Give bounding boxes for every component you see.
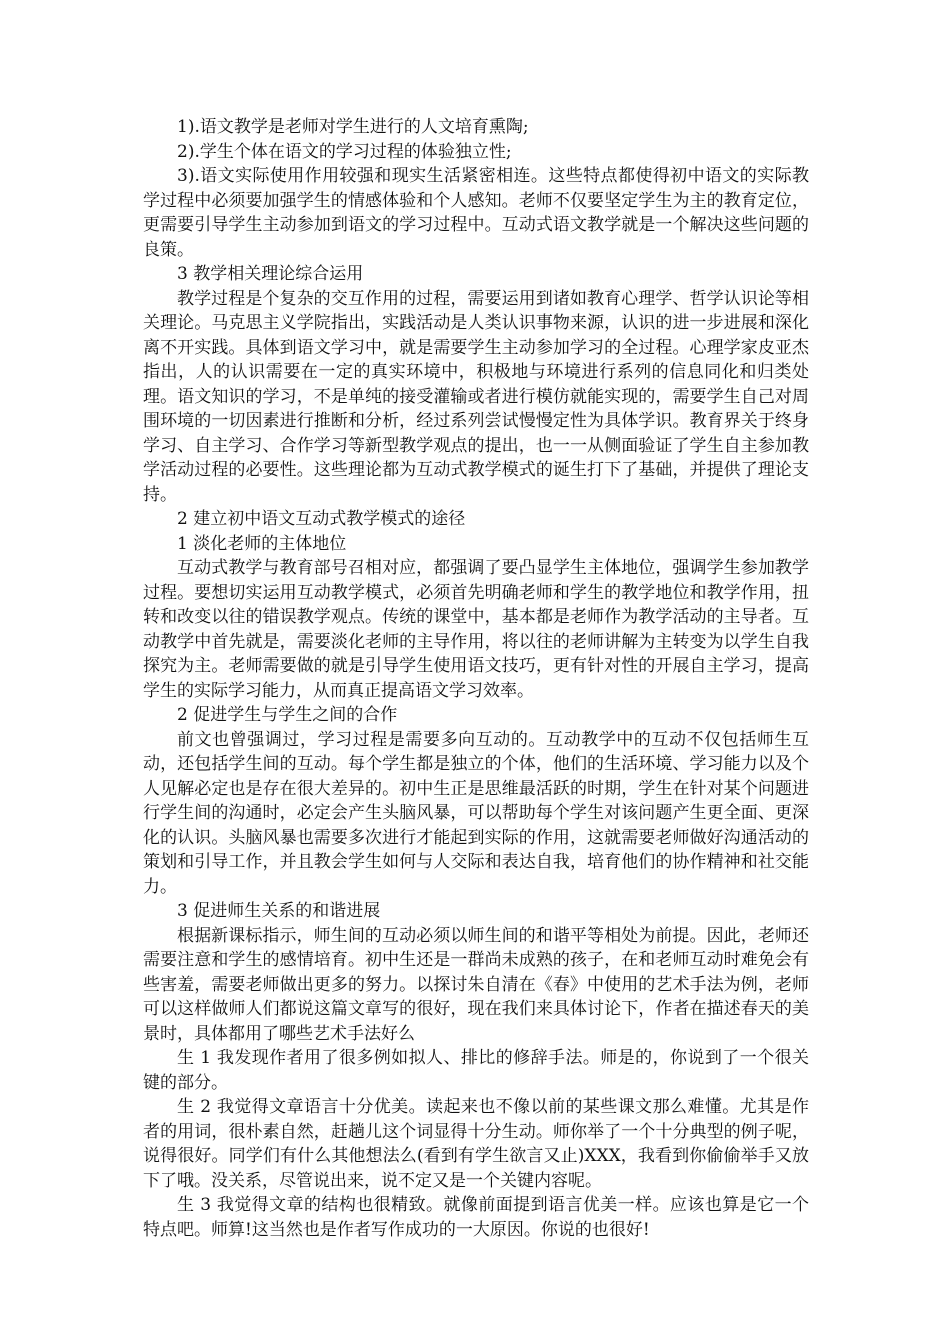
list-item-2: 2).学生个体在语文的学习过程的体验独立性; [177,141,512,162]
paragraph-theory: 教学过程是个复杂的交互作用的过程，需要运用到诸如教育心理学、哲学认识论等相关理论。马克思主义学院指出，实践活动是人类认识事物来源，认识的进一步进展和深化离不开实践。具体到语文学习中，就是需要学生主动参加学习的全过程。心理学家皮亚杰指出，人的认识需要在一定的真实环境中，积极地与环境进行系列的信息同化和归类处理。语文知识的学习，不是单纯的接受灌输或者进行模仿就能实现的，需要学生自己对周围环境的一切因素进行推断和分析，经过系列尝试慢慢定性为具体学识。教育界关于终身学习、自主学习、合作学习等新型教学观点的提出，也一一从侧面验证了学生自主参加教学活动过程的必要性。这些理论都为互动式教学模式的诞生打下了基础，并提供了理论支持。 [143,288,809,505]
dialogue-student-1: 生 1 我发现作者用了很多例如拟人、排比的修辞手法。师是的，你说到了一个很关键的部分。 [143,1048,809,1093]
dialogue-student-2: 生 2 我觉得文章语言十分优美。读起来也不像以前的某些课文那么难懂。尤其是作者的用词，很朴素自然，赶趟儿这个词显得十分生动。师你举了一个十分典型的例子呢，说得很好。同学们有什么其他想法么(看到有学生欲言又止)XXX，我看到你偷偷举手又放下了哦。没关系，尽管说出来，说不定又是一个关键内容呢。 [143,1097,809,1191]
subheading-relationship: 3 促进师生关系的和谐进展 [177,901,381,921]
section-heading-approach: 2 建立初中语文互动式教学模式的途径 [177,509,466,529]
dialogue-student-3: 生 3 我觉得文章的结构也很精致。就像前面提到语言优美一样。应该也算是它一个特点吧。师算!这当然也是作者写作成功的一大原因。你说的也很好! [143,1195,809,1240]
subheading-cooperation: 2 促进学生与学生之间的合作 [177,705,398,725]
document-body [143,115,809,1242]
list-item-1: 1).语文教学是老师对学生进行的人文培育熏陶; [177,117,529,137]
section-heading-theory: 3 教学相关理论综合运用 [177,264,364,284]
paragraph-teacher-role: 互动式教学与教育部号召相对应，都强调了要凸显学生主体地位，强调学生参加教学过程。要想切实运用互动教学模式，必须首先明确老师和学生的教学地位和教学作用，扭转和改变以往的错误教学观点。传统的课堂中，基本都是老师作为教学活动的主导者。互动教学中首先就是，需要淡化老师的主导作用，将以往的老师讲解为主转变为以学生自我探究为主。老师需要做的就是引导学生使用语文技巧，更有针对性的开展自主学习，提高学生的实际学习能力，从而真正提高语文学习效率。 [143,558,809,701]
paragraph-relationship: 根据新课标指示，师生间的互动必须以师生间的和谐平等相处为前提。因此，老师还需要注意和学生的感情培育。初中生还是一群尚未成熟的孩子，在和老师互动时难免会有些害羞，需要老师做出更多的努力。以探讨朱自清在《春》中使用的艺术手法为例，老师可以这样做师人们都说这篇文章写的很好，现在我们来具体讨论下，作者在描述春天的美景时，具体都用了哪些艺术手法好么 [143,925,809,1044]
paragraph-cooperation: 前文也曾强调过，学习过程是需要多向互动的。互动教学中的互动不仅包括师生互动，还包括学生间的互动。每个学生都是独立的个体，他们的生活环境、学习能力以及个人见解必定也是存在很大差异的。初中生正是思维最活跃的时期，学生在针对某个问题进行学生间的沟通时，必定会产生头脑风暴，可以帮助每个学生对该问题产生更全面、更深化的认识。头脑风暴也需要多次进行才能起到实际的作用，这就需要老师做好沟通活动的策划和引导工作，并且教会学生如何与人交际和表达自我，培育他们的协作精神和社交能力。 [143,729,809,897]
list-item-3: 3).语文实际使用作用较强和现实生活紧密相连。这些特点都使得初中语文的实际教学过程中必须要加强学生的情感体验和个人感知。老师不仅要坚定学生为主的教育定位，更需要引导学生主动参加到语文的学习过程中。互动式语文教学就是一个解决这些问题的良策。 [143,166,809,260]
subheading-teacher-role: 1 淡化老师的主体地位 [177,533,347,554]
